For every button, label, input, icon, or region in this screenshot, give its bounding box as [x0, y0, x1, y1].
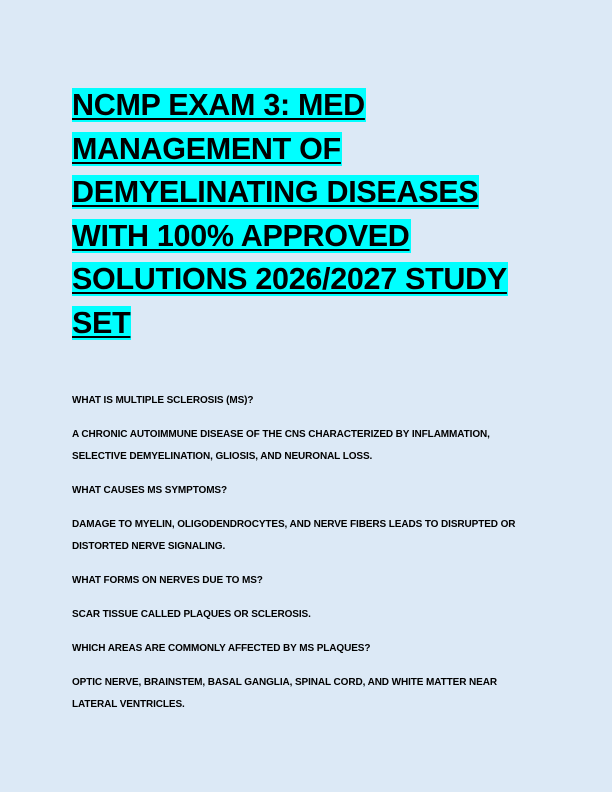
title-line-text: SET [72, 305, 131, 340]
answer-text: SCAR TISSUE CALLED PLAQUES OR SCLEROSIS. [72, 609, 311, 620]
title-line [72, 84, 542, 128]
question-text: WHAT FORMS ON NERVES DUE TO MS? [72, 575, 263, 586]
answer-text: A CHRONIC AUTOIMMUNE DISEASE OF THE CNS CHARACTERIZED BY INFLAMMATION, SELECTIVE DEMYELINATION, GLIOSIS, AND NEURONAL LOSS. [72, 429, 490, 462]
title-line-text: DEMYELINATING DISEASES [72, 175, 479, 209]
title-line [72, 171, 542, 215]
title-line [72, 128, 542, 172]
title-line [72, 215, 542, 259]
title-line-text: MANAGEMENT OF [72, 131, 341, 166]
question-text: WHAT IS MULTIPLE SCLEROSIS (MS)? [72, 395, 254, 406]
title-line-text: NCMP EXAM 3: MED [72, 88, 365, 122]
question-text: WHAT CAUSES MS SYMPTOMS? [72, 485, 228, 496]
title-line-text: WITH 100% APPROVED [72, 218, 410, 253]
answer-text: OPTIC NERVE, BRAINSTEM, BASAL GANGLIA, SPINAL CORD, AND WHITE MATTER NEAR LATERAL VENTRICLES. [72, 677, 497, 710]
title-line-text: SOLUTIONS 2026/2027 STUDY [72, 262, 507, 296]
answer-text: DAMAGE TO MYELIN, OLIGODENDROCYTES, AND NERVE FIBERS LEADS TO DISRUPTED OR DISTORTED NERVE SIGNALING. [72, 519, 516, 552]
question-text: WHICH AREAS ARE COMMONLY AFFECTED BY MS PLAQUES? [72, 643, 371, 654]
title-line [72, 258, 542, 302]
document-title [72, 84, 542, 345]
title-line [72, 302, 542, 346]
